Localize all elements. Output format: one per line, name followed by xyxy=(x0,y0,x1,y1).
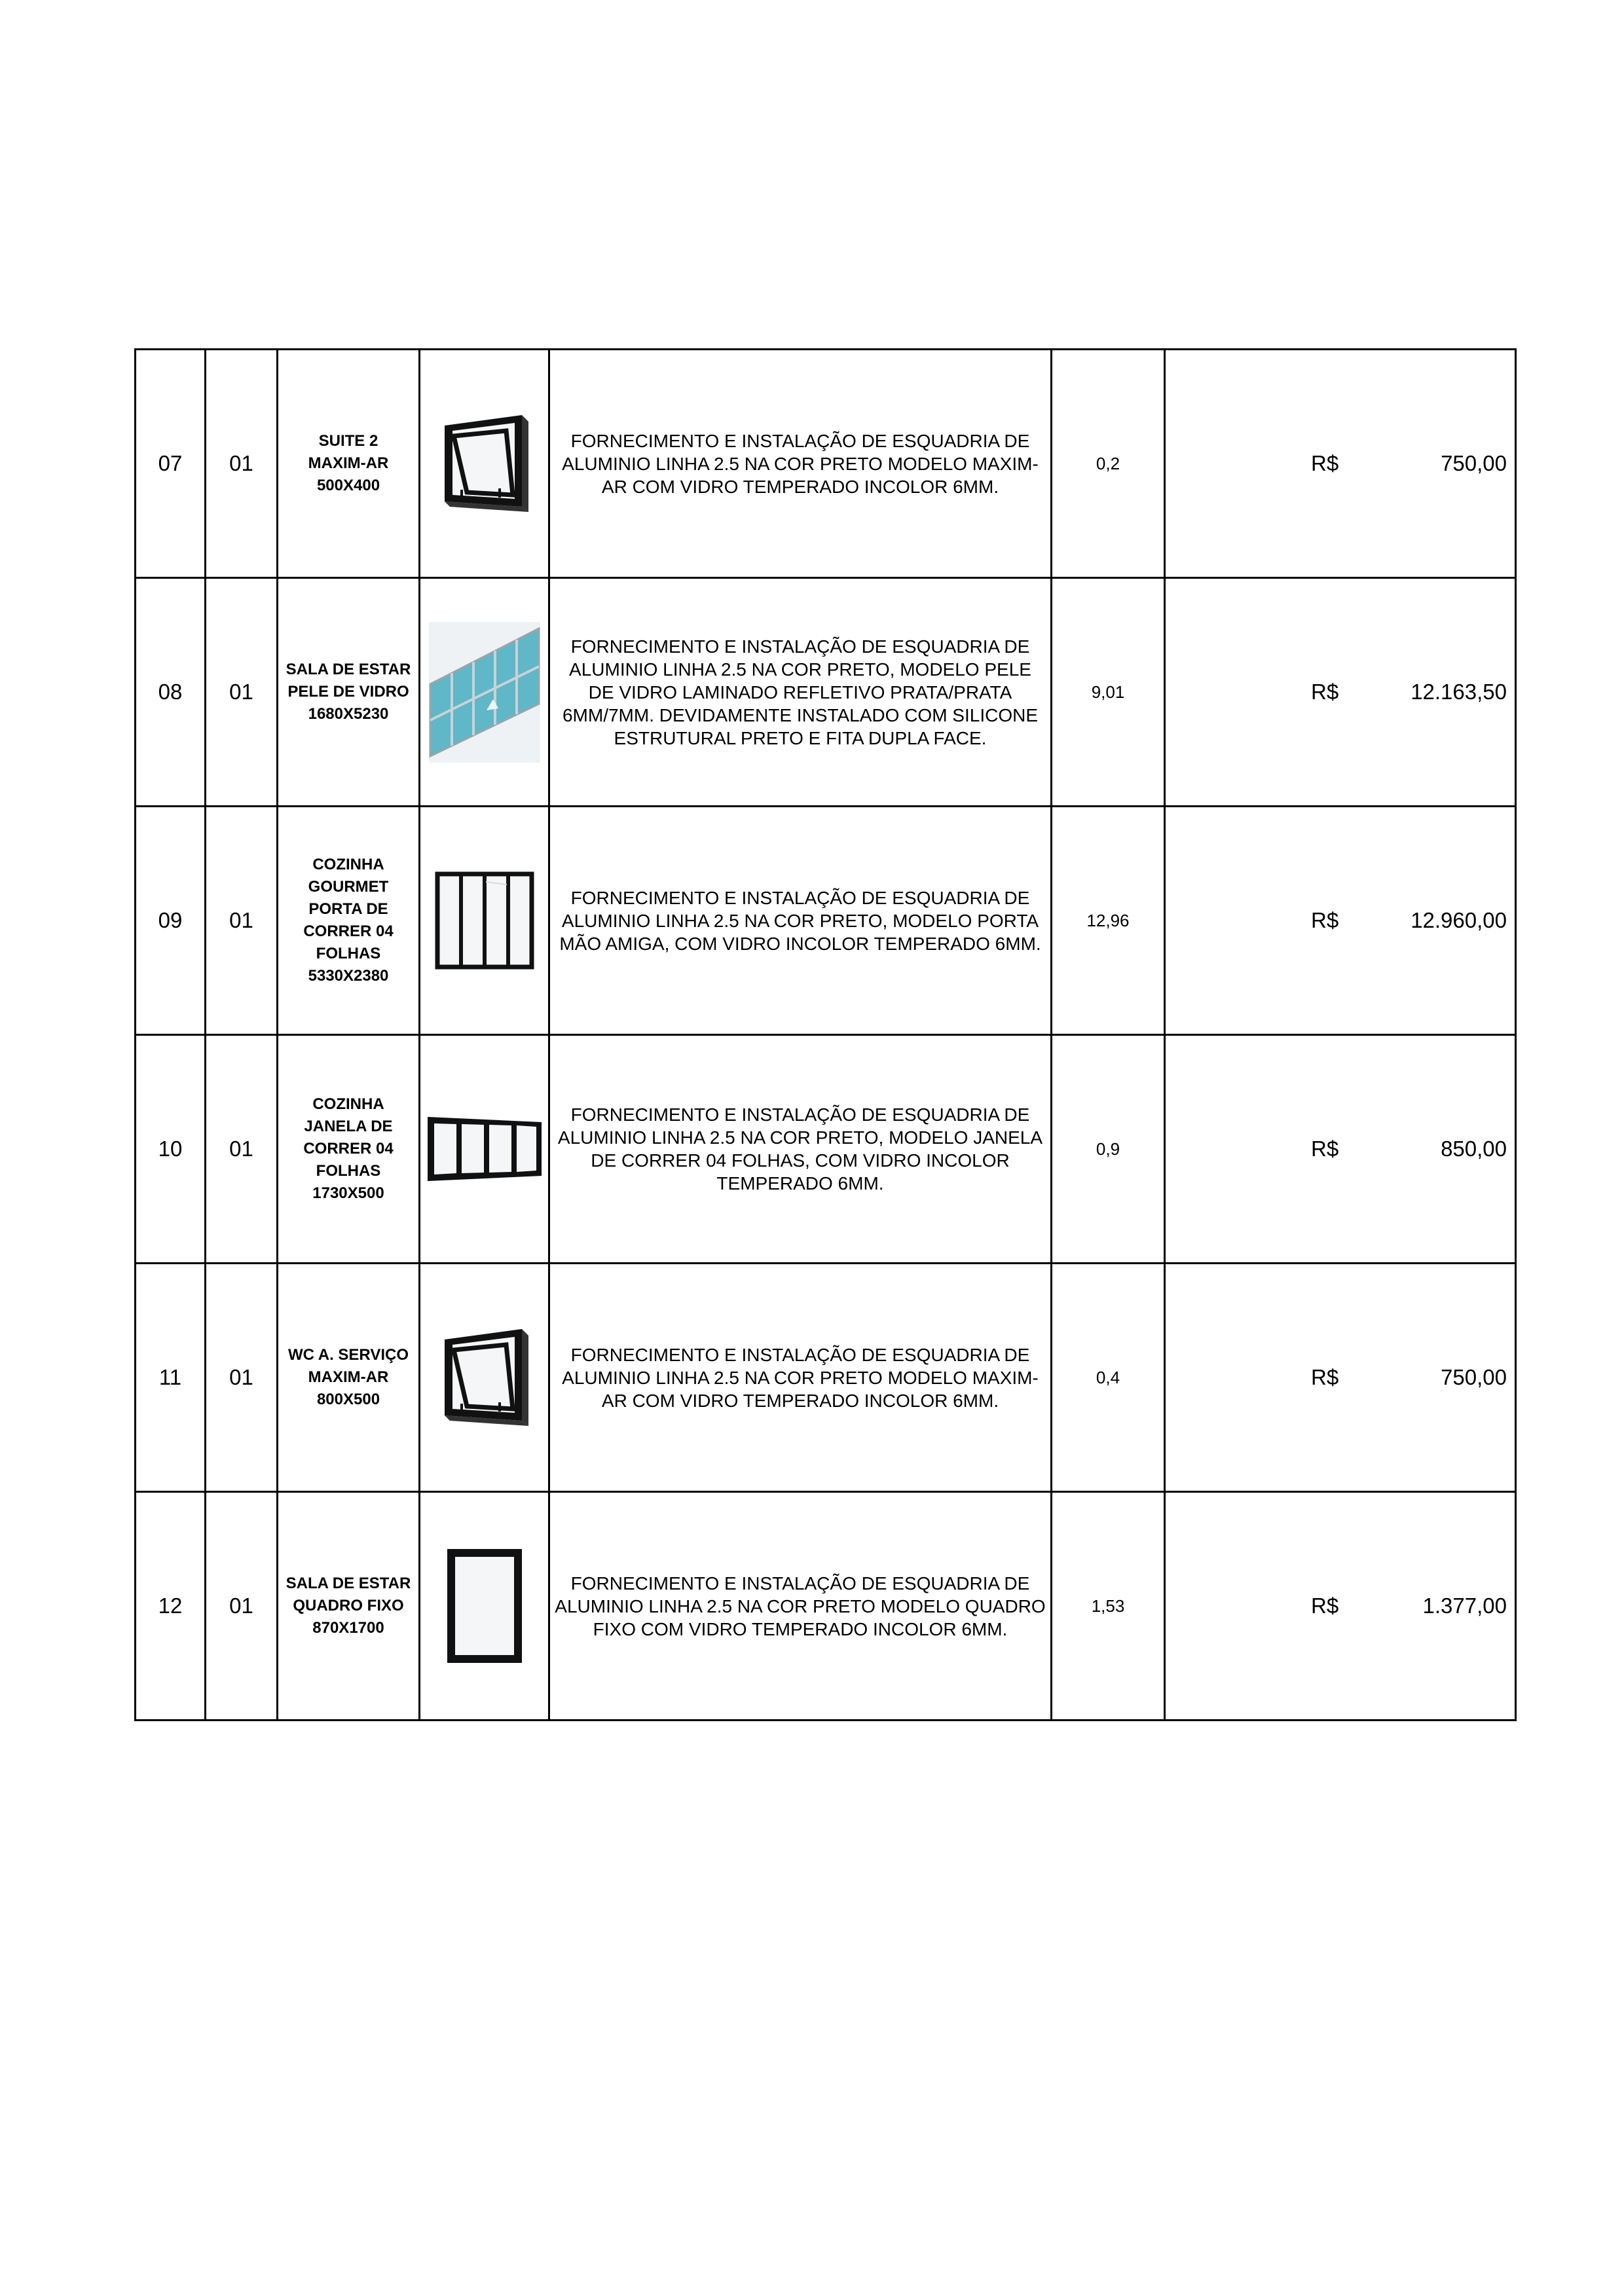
currency-symbol: R$ xyxy=(1311,1594,1339,1618)
location-line: JANELA DE xyxy=(304,1118,393,1135)
product-image-cell xyxy=(420,1035,549,1264)
item-number: 07 xyxy=(136,350,206,578)
area: 12,96 xyxy=(1052,807,1165,1035)
location-line: GOURMET xyxy=(308,878,389,896)
budget-table-body xyxy=(136,350,1516,1721)
price-cell xyxy=(1165,1492,1516,1721)
description: FORNECIMENTO E INSTALAÇÃO DE ESQUADRIA DE ALUMINIO LINHA 2.5 NA COR PRETO, MODELO PORTA MÃO AMIGA, COM VIDRO INCOLOR TEMPERADO 6MM. xyxy=(549,807,1052,1035)
table-row xyxy=(136,578,1516,807)
location-line: 5330X2380 xyxy=(308,967,389,985)
table-row xyxy=(136,1264,1516,1492)
price-value: 850,00 xyxy=(1441,1137,1507,1161)
table-row xyxy=(136,807,1516,1035)
location-line: WC A. SERVIÇO xyxy=(287,1346,409,1364)
price-cell xyxy=(1165,1264,1516,1492)
location-line: QUADRO FIXO xyxy=(293,1597,404,1614)
quantity: 01 xyxy=(206,1492,278,1721)
location-cell xyxy=(278,1035,420,1264)
location-cell xyxy=(278,1264,420,1492)
currency-symbol: R$ xyxy=(1311,451,1339,475)
location-cell xyxy=(278,807,420,1035)
glass-curtain-wall-icon xyxy=(420,622,548,763)
location-cell xyxy=(278,350,420,578)
currency-symbol: R$ xyxy=(1311,1137,1339,1161)
price-cell xyxy=(1165,807,1516,1035)
product-image-cell xyxy=(420,578,549,807)
currency-symbol: R$ xyxy=(1311,680,1339,704)
location-line: MAXIM-AR xyxy=(308,454,389,472)
product-image-cell xyxy=(420,1492,549,1721)
item-number: 10 xyxy=(136,1035,206,1264)
maxim-ar-window-icon xyxy=(420,1325,548,1430)
price-value: 12.960,00 xyxy=(1411,908,1507,932)
area: 0,9 xyxy=(1052,1035,1165,1264)
location-line: SALA DE ESTAR xyxy=(286,661,411,678)
area: 1,53 xyxy=(1052,1492,1165,1721)
location-line: SUITE 2 xyxy=(318,432,378,450)
item-number: 12 xyxy=(136,1492,206,1721)
budget-table xyxy=(134,348,1517,1721)
location-line: FOLHAS xyxy=(316,1162,381,1180)
price-cell xyxy=(1165,578,1516,807)
sliding-door-4-panel-icon xyxy=(420,871,548,970)
currency-symbol: R$ xyxy=(1311,908,1339,932)
location-line: COZINHA xyxy=(312,1095,384,1113)
location-line: 800X500 xyxy=(316,1391,380,1408)
product-image-cell xyxy=(420,350,549,578)
product-image-cell xyxy=(420,807,549,1035)
quantity: 01 xyxy=(206,350,278,578)
location-line: CORRER 04 xyxy=(303,1140,394,1157)
location-line: PELE DE VIDRO xyxy=(287,683,409,701)
sliding-window-4-panel-icon xyxy=(420,1113,548,1185)
price-value: 1.377,00 xyxy=(1422,1594,1507,1618)
location-line: CORRER 04 xyxy=(303,922,394,940)
description: FORNECIMENTO E INSTALAÇÃO DE ESQUADRIA DE ALUMINIO LINHA 2.5 NA COR PRETO MODELO MAXIM-AR COM VIDRO TEMPERADO INCOLOR 6MM. xyxy=(549,1264,1052,1492)
quantity: 01 xyxy=(206,578,278,807)
location-cell xyxy=(278,1492,420,1721)
table-row xyxy=(136,1492,1516,1721)
location-line: MAXIM-AR xyxy=(308,1368,389,1386)
item-number: 11 xyxy=(136,1264,206,1492)
location-line: FOLHAS xyxy=(316,945,381,962)
price-cell xyxy=(1165,1035,1516,1264)
description: FORNECIMENTO E INSTALAÇÃO DE ESQUADRIA DE ALUMINIO LINHA 2.5 NA COR PRETO MODELO MAXIM-AR COM VIDRO TEMPERADO INCOLOR 6MM. xyxy=(549,350,1052,578)
description: FORNECIMENTO E INSTALAÇÃO DE ESQUADRIA DE ALUMINIO LINHA 2.5 NA COR PRETO, MODELO JANELA DE CORRER 04 FOLHAS, COM VIDRO INCOLOR TEMPERADO 6MM. xyxy=(549,1035,1052,1264)
location-line: COZINHA xyxy=(312,856,384,873)
location-line: SALA DE ESTAR xyxy=(286,1575,411,1592)
price-cell xyxy=(1165,350,1516,578)
area: 0,4 xyxy=(1052,1264,1165,1492)
table-row xyxy=(136,1035,1516,1264)
description: FORNECIMENTO E INSTALAÇÃO DE ESQUADRIA DE ALUMINIO LINHA 2.5 NA COR PRETO MODELO QUADRO FIXO COM VIDRO TEMPERADO INCOLOR 6MM. xyxy=(549,1492,1052,1721)
location-line: 500X400 xyxy=(316,477,380,494)
quantity: 01 xyxy=(206,807,278,1035)
item-number: 09 xyxy=(136,807,206,1035)
maxim-ar-window-icon xyxy=(420,411,548,516)
location-line: 1730X500 xyxy=(312,1184,384,1202)
location-line: 1680X5230 xyxy=(308,705,389,723)
currency-symbol: R$ xyxy=(1311,1365,1339,1389)
area: 9,01 xyxy=(1052,578,1165,807)
quantity: 01 xyxy=(206,1264,278,1492)
product-image-cell xyxy=(420,1264,549,1492)
area: 0,2 xyxy=(1052,350,1165,578)
description: FORNECIMENTO E INSTALAÇÃO DE ESQUADRIA DE ALUMINIO LINHA 2.5 NA COR PRETO, MODELO PELE DE VIDRO LAMINADO REFLETIVO PRATA/PRATA 6MM/7MM. DEVIDAMENTE INSTALADO COM SILICONE ESTRUTURAL PRETO E FITA DUPLA FACE. xyxy=(549,578,1052,807)
price-value: 750,00 xyxy=(1441,1365,1507,1389)
price-value: 12.163,50 xyxy=(1411,680,1507,704)
fixed-frame-window-icon xyxy=(420,1546,548,1666)
location-cell xyxy=(278,578,420,807)
table-row xyxy=(136,350,1516,578)
price-value: 750,00 xyxy=(1441,451,1507,475)
location-line: PORTA DE xyxy=(308,900,388,918)
item-number: 08 xyxy=(136,578,206,807)
location-line: 870X1700 xyxy=(312,1619,384,1637)
quantity: 01 xyxy=(206,1035,278,1264)
